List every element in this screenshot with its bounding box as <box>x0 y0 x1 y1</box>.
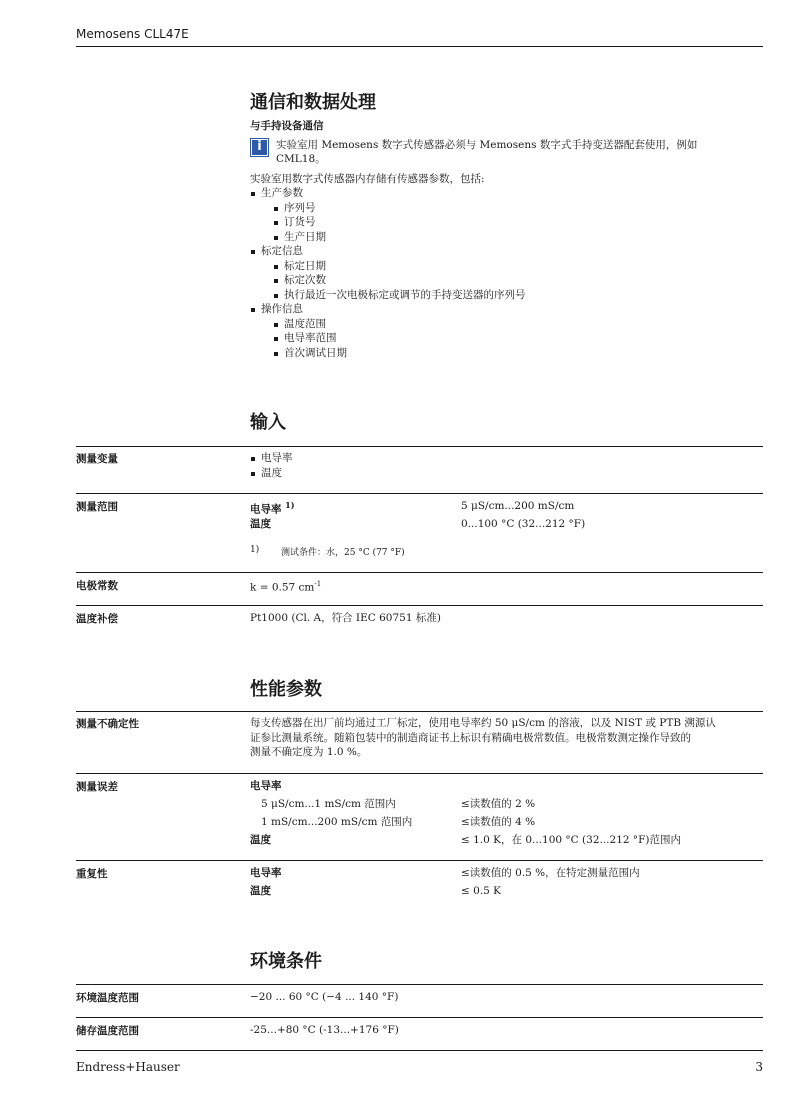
label-measuring-range: 测量范围 <box>76 501 118 513</box>
label-ambient-temp: 环境温度范围 <box>76 992 139 1004</box>
repeat-temperature-name: 温度 <box>250 885 271 897</box>
repeat-conductivity-value: ≤读数值的 0.5 %，在特定测量范围内 <box>461 867 640 879</box>
row-rule <box>76 493 763 494</box>
list-item: 生产日期 <box>273 230 526 245</box>
list-item: 温度 <box>250 466 293 481</box>
row-rule <box>76 711 763 712</box>
row-rule <box>76 572 763 573</box>
range-temperature-name: 温度 <box>250 518 271 530</box>
error-range2-name: 1 mS/cm...200 mS/cm 范围内 <box>261 816 413 828</box>
info-note-line2: CML18。 <box>276 153 326 165</box>
row-rule <box>76 605 763 606</box>
running-header-title: Memosens CLL47E <box>76 27 189 41</box>
label-measurement-error: 测量误差 <box>76 781 118 793</box>
label-measured-variable: 测量变量 <box>76 453 118 465</box>
label-repeatability: 重复性 <box>76 868 108 880</box>
list-item <box>250 244 526 302</box>
label-uncertainty: 测量不确定性 <box>76 718 139 730</box>
list-item: 订货号 <box>273 215 526 230</box>
error-conductivity-name: 电导率 <box>250 780 282 792</box>
cell-constant-value <box>250 577 321 595</box>
label-storage-temp: 储存温度范围 <box>76 1025 139 1037</box>
section-title-performance: 性能参数 <box>250 679 322 700</box>
cell-constant-text: k = 0.57 cm <box>250 581 315 594</box>
row-rule <box>76 773 763 774</box>
header-rule <box>76 46 763 47</box>
info-note-line1: 实验室用 Memosens 数字式传感器必须与 Memosens 数字式手持变送器配套使用，例如 <box>276 139 698 151</box>
exponent: -1 <box>314 580 322 588</box>
range-conductivity-text: 电导率 <box>250 503 282 516</box>
row-rule <box>76 860 763 861</box>
row-rule <box>76 446 763 447</box>
range-conductivity-name <box>250 498 295 517</box>
footnote-text: 测试条件：水，25 °C (77 °F) <box>281 548 405 558</box>
repeat-temperature-value: ≤ 0.5 K <box>461 885 502 897</box>
info-icon: i <box>250 138 269 157</box>
list-item: 电导率范围 <box>273 331 526 346</box>
list-item: 执行最近一次电极标定或调节的手持变送器的序列号 <box>273 288 526 303</box>
list-item <box>250 186 526 244</box>
list-item: 标定日期 <box>273 259 526 274</box>
list-item: 序列号 <box>273 201 526 216</box>
storage-temp-value: -25...+80 °C (-13...+176 °F) <box>250 1024 399 1036</box>
footnote-ref: 1) <box>285 500 295 510</box>
footer-brand: Endress+Hauser <box>76 1060 180 1074</box>
temp-compensation-value: Pt1000 (Cl. A，符合 IEC 60751 标准) <box>250 612 441 624</box>
row-rule <box>76 1017 763 1018</box>
section-title-input: 输入 <box>250 412 286 433</box>
uncertainty-line2: 证参比测量系统。随箱包装中的制造商证书上标识有精确电极常数值。电极常数测定操作导致的 <box>250 732 691 744</box>
footnote-number: 1) <box>250 545 260 555</box>
range-conductivity-value: 5 μS/cm...200 mS/cm <box>461 500 575 512</box>
section-title-communication: 通信和数据处理 <box>250 92 376 113</box>
footer-rule <box>76 1050 763 1051</box>
group-label: 标定信息 <box>261 245 303 257</box>
measured-variable-list <box>250 451 293 480</box>
error-range1-name: 5 μS/cm...1 mS/cm 范围内 <box>261 798 396 810</box>
error-range2-value: ≤读数值的 4 % <box>461 816 536 828</box>
list-item <box>250 302 526 360</box>
section-title-environment: 环境条件 <box>250 951 322 972</box>
row-rule <box>76 984 763 985</box>
error-temperature-value: ≤ 1.0 K，在 0...100 °C (32...212 °F)范围内 <box>461 834 682 846</box>
range-temperature-value: 0...100 °C (32...212 °F) <box>461 518 586 530</box>
uncertainty-line3: 测量不确定度为 1.0 %。 <box>250 746 368 758</box>
group-label: 操作信息 <box>261 303 303 315</box>
list-item: 首次调试日期 <box>273 346 526 361</box>
error-range1-value: ≤读数值的 2 % <box>461 798 536 810</box>
uncertainty-line1: 每支传感器在出厂前均通过工厂标定，使用电导率约 50 μS/cm 的溶液，以及 NIST 或 PTB 溯源认 <box>250 717 716 729</box>
label-cell-constant: 电极常数 <box>76 580 118 592</box>
list-item: 电导率 <box>250 451 293 466</box>
page-number: 3 <box>755 1060 763 1074</box>
repeat-conductivity-name: 电导率 <box>250 867 282 879</box>
group-label: 生产参数 <box>261 187 303 199</box>
error-temperature-name: 温度 <box>250 834 271 846</box>
subsection-title: 与手持设备通信 <box>250 120 324 132</box>
list-item: 温度范围 <box>273 317 526 332</box>
parameter-list <box>250 186 526 360</box>
list-item: 标定次数 <box>273 273 526 288</box>
ambient-temp-value: −20 ... 60 °C (−4 ... 140 °F) <box>250 991 399 1003</box>
param-intro: 实验室用数字式传感器内存储有传感器参数，包括: <box>250 173 485 185</box>
label-temp-compensation: 温度补偿 <box>76 613 118 625</box>
